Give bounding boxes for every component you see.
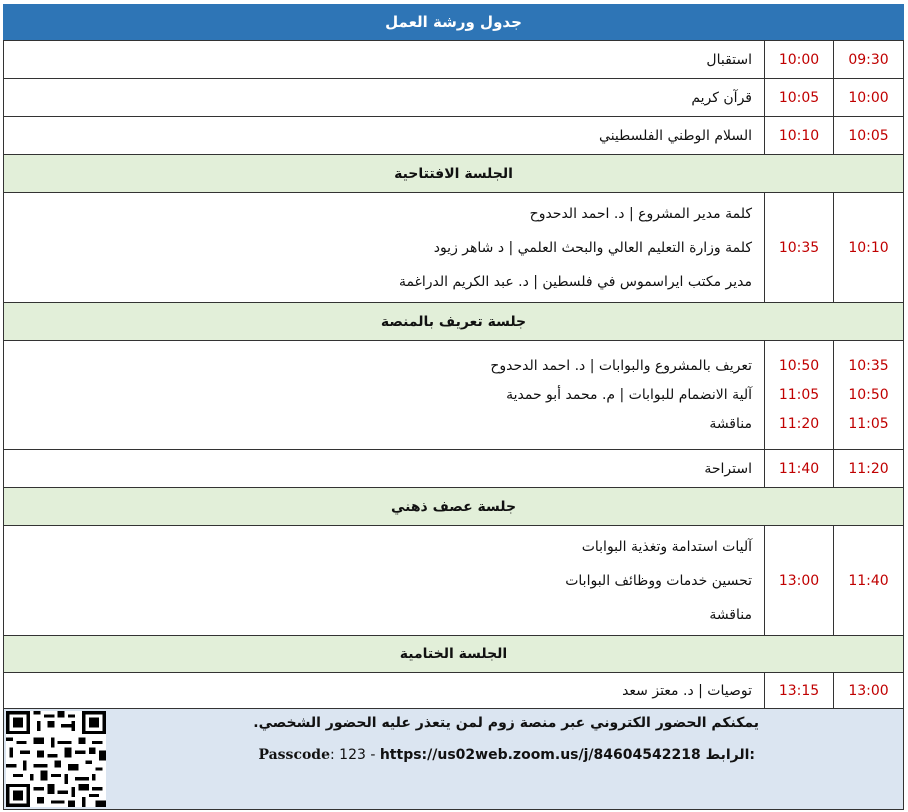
time-to: 10:35 (765, 193, 834, 303)
schedule-table (3, 40, 904, 709)
time-to: 10:50 (778, 357, 820, 374)
section-row (4, 155, 904, 193)
table-row (4, 79, 904, 117)
section-heading-closing: الجلسة الختامية (4, 636, 904, 673)
agenda-items (4, 193, 765, 303)
time-from: 10:10 (834, 193, 904, 303)
section-heading-brainstorm: جلسة عصف ذهني (4, 488, 904, 526)
time-from: 11:05 (848, 415, 889, 432)
zoom-link[interactable]: https://us02web.zoom.us/j/84604542218 (379, 747, 701, 763)
agenda-item: مدير مكتب ايراسموس في فلسطين | د. عبد الكريم الدراغمة (398, 273, 752, 290)
section-heading-platform: جلسة تعريف بالمنصة (4, 303, 904, 341)
agenda-item: آلية الانضمام للبوابات | م. محمد أبو حمدية (506, 386, 752, 403)
qr-code-icon[interactable] (6, 711, 106, 807)
time-from: 10:05 (834, 117, 904, 155)
time-from-list (834, 341, 904, 450)
section-heading-opening: الجلسة الافتتاحية (4, 155, 904, 193)
agenda-item: مناقشة (709, 415, 752, 432)
agenda-items (4, 341, 765, 450)
time-to: 13:00 (765, 526, 834, 636)
agenda-item: استراحة (4, 450, 765, 488)
time-to: 11:20 (778, 415, 820, 432)
zoom-info-footer (3, 708, 904, 810)
table-row (4, 117, 904, 155)
time-from: 10:35 (848, 357, 889, 374)
zoom-attendance-note: يمكنكم الحضور الكتروني عبر منصة زوم لمن يتعذر عليه الحضور الشخصي. (253, 715, 759, 731)
section-row (4, 636, 904, 673)
time-to: 13:15 (765, 673, 834, 709)
time-to: 10:10 (765, 117, 834, 155)
agenda-item: آليات استدامة وتغذية البوابات (581, 538, 752, 555)
zoom-link-line (258, 747, 755, 763)
agenda-item: توصيات | د. معتز سعد (4, 673, 765, 709)
time-to: 10:05 (765, 79, 834, 117)
agenda-item: تعريف بالمشروع والبوابات | د. احمد الدحدوح (490, 357, 752, 374)
table-row (4, 341, 904, 450)
separator: - (365, 747, 380, 763)
time-from: 11:40 (834, 526, 904, 636)
agenda-item: السلام الوطني الفلسطيني (4, 117, 765, 155)
agenda-items (4, 526, 765, 636)
agenda-item: قرآن كريم (4, 79, 765, 117)
agenda-item: كلمة وزارة التعليم العالي والبحث العلمي | د شاهر زيود (433, 239, 752, 256)
table-row (4, 193, 904, 303)
table-row (4, 673, 904, 709)
table-row (4, 41, 904, 79)
section-row (4, 488, 904, 526)
time-from: 10:00 (834, 79, 904, 117)
table-row (4, 450, 904, 488)
agenda-item: استقبال (4, 41, 765, 79)
agenda-item: تحسين خدمات ووظائف البوابات (565, 572, 752, 589)
agenda-item: كلمة مدير المشروع | د. احمد الدحدوح (529, 205, 752, 222)
link-label: الرابط: (705, 747, 755, 763)
time-to: 11:40 (765, 450, 834, 488)
time-to: 10:00 (765, 41, 834, 79)
passcode-label: Passcode (258, 747, 330, 763)
time-to: 11:05 (778, 386, 820, 403)
passcode-value: : 123 (330, 747, 366, 763)
time-to-list (765, 341, 834, 450)
table-row (4, 526, 904, 636)
time-from: 09:30 (834, 41, 904, 79)
schedule-title: جدول ورشة العمل (3, 4, 904, 40)
time-from: 10:50 (848, 386, 889, 403)
section-row (4, 303, 904, 341)
time-from: 13:00 (834, 673, 904, 709)
time-from: 11:20 (834, 450, 904, 488)
agenda-item: مناقشة (709, 606, 752, 623)
